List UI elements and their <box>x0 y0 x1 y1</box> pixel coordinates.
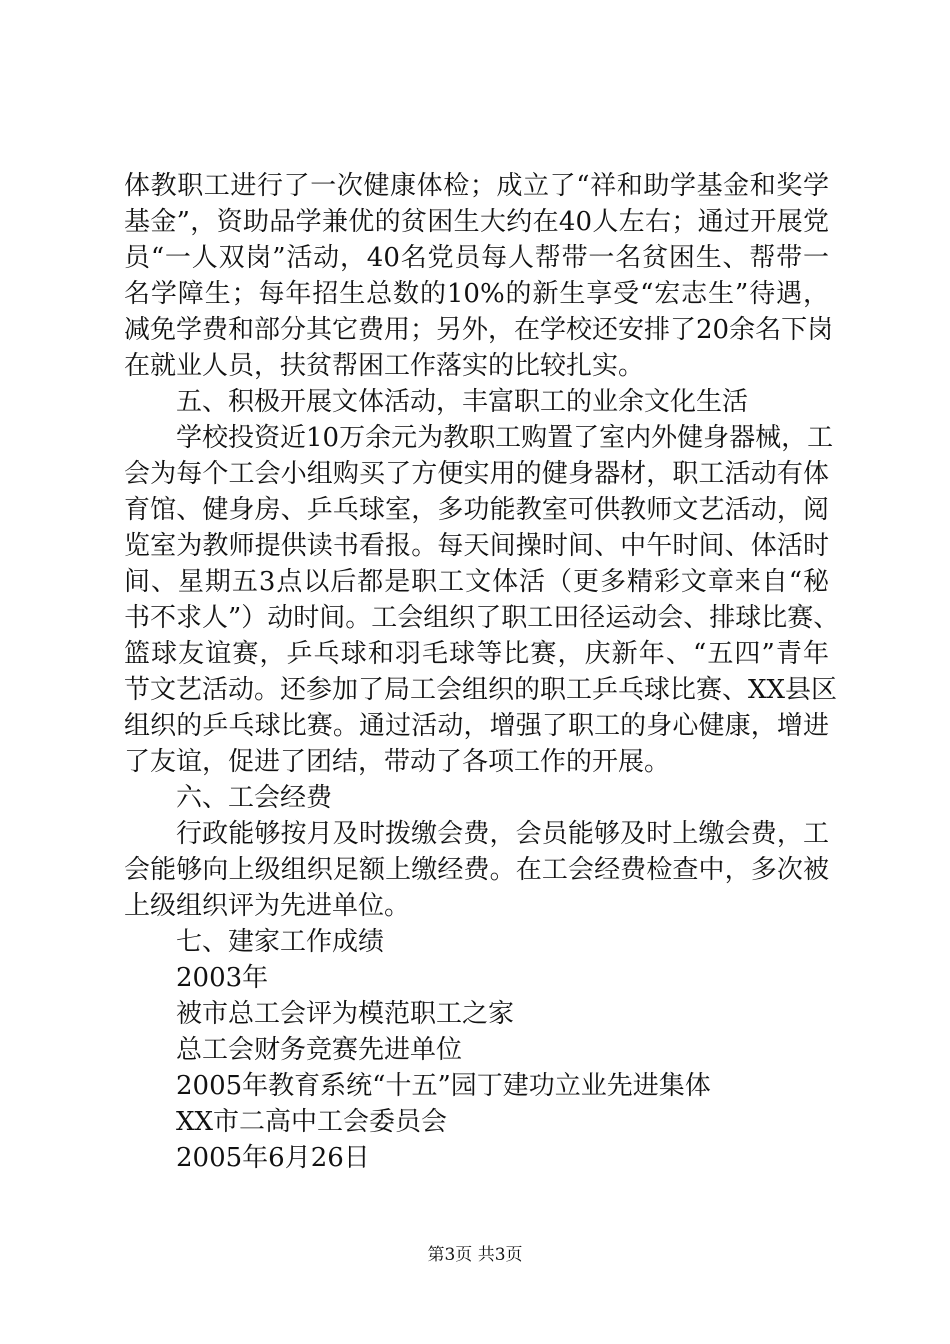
paragraph-line: 会为每个工会小组购买了方便实用的健身器材，职工活动有体 <box>124 459 829 489</box>
section-heading-6: 六、工会经费 <box>176 783 333 813</box>
paragraph-line: 名学障生；每年招生总数的10%的新生享受“宏志生”待遇， <box>124 279 829 309</box>
paragraph-line: 员“一人双岗”活动，40名党员每人帮带一名贫困生、帮带一 <box>124 243 829 273</box>
paragraph-line: 学校投资近10万余元为教职工购置了室内外健身器械，工 <box>176 423 834 453</box>
award-item: 2005年教育系统“十五”园丁建功立业先进集体 <box>176 1071 711 1101</box>
page-number-label: 第3页 共3页 <box>427 1245 523 1265</box>
paragraph-line: 在就业人员，扶贫帮困工作落实的比较扎实。 <box>124 351 645 381</box>
paragraph-line: 了友谊，促进了团结，带动了各项工作的开展。 <box>124 747 671 777</box>
section-heading-7: 七、建家工作成绩 <box>176 927 385 957</box>
page-footer <box>0 1243 950 1267</box>
award-item: 被市总工会评为模范职工之家 <box>176 999 515 1029</box>
paragraph-line: 育馆、健身房、乒乓球室，多功能教室可供教师文艺活动，阅 <box>124 495 829 525</box>
paragraph-line: 行政能够按月及时拨缴会费，会员能够及时上缴会费，工 <box>176 819 829 849</box>
paragraph-line: 间、星期五3点以后都是职工文体活（更多精彩文章来自“秘 <box>124 567 829 597</box>
paragraph-line: 上级组织评为先进单位。 <box>124 891 411 921</box>
document-body <box>124 168 840 1176</box>
paragraph-line: 篮球友谊赛，乒乓球和羽毛球等比赛，庆新年、“五四”青年 <box>124 639 829 669</box>
paragraph-line: 览室为教师提供读书看报。每天间操时间、中午时间、体活时 <box>124 531 829 561</box>
paragraph-line: 节文艺活动。还参加了局工会组织的职工乒乓球比赛、XX县区 <box>124 675 838 705</box>
signature-date: 2005年6月26日 <box>176 1143 370 1173</box>
section-heading-5: 五、积极开展文体活动，丰富职工的业余文化生活 <box>176 387 749 417</box>
paragraph-line: 组织的乒乓球比赛。通过活动，增强了职工的身心健康，增进 <box>124 711 829 741</box>
paragraph-line: 体教职工进行了一次健康体检；成立了“祥和助学基金和奖学 <box>124 171 829 201</box>
paragraph-line: 减免学费和部分其它费用；另外，在学校还安排了20余名下岗 <box>124 315 834 345</box>
signature-organization: XX市二高中工会委员会 <box>176 1107 448 1137</box>
award-year: 2003年 <box>176 963 269 993</box>
paragraph-line: 书不求人”）动时间。工会组织了职工田径运动会、排球比赛、 <box>124 603 840 633</box>
award-item: 总工会财务竞赛先进单位 <box>176 1035 463 1065</box>
paragraph-line: 基金”，资助品学兼优的贫困生大约在40人左右；通过开展党 <box>124 207 829 237</box>
paragraph-line: 会能够向上级组织足额上缴经费。在工会经费检查中，多次被 <box>124 855 829 885</box>
